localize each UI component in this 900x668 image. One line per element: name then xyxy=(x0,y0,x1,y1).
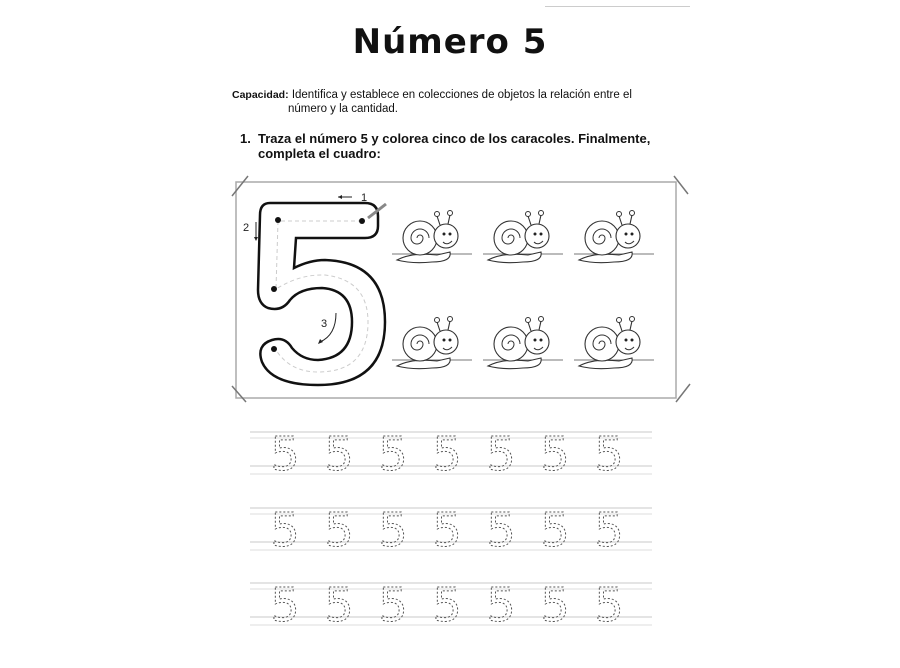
snail xyxy=(392,211,472,263)
big-number-5 xyxy=(258,203,385,385)
trace-digit: 5 xyxy=(540,503,570,557)
trace-digit: 5 xyxy=(378,427,408,481)
snails xyxy=(392,211,654,369)
capacidad-line2: número y la cantidad. xyxy=(288,103,398,115)
snail xyxy=(483,211,563,263)
trace-digit: 5 xyxy=(378,578,408,632)
trace-digit: 5 xyxy=(594,578,624,632)
trace-digit: 5 xyxy=(486,427,516,481)
trace-digit: 5 xyxy=(378,503,408,557)
instruction-line1: Traza el número 5 y colorea cinco de los caracoles. Finalmente, xyxy=(258,131,651,146)
page-title: Número 5 xyxy=(352,22,548,62)
trace-digit: 5 xyxy=(270,503,300,557)
trace-digit: 5 xyxy=(432,578,462,632)
trace-digit: 5 xyxy=(432,503,462,557)
trace-digit: 5 xyxy=(594,427,624,481)
snail xyxy=(574,211,654,263)
trace-digit: 5 xyxy=(270,427,300,481)
trace-digit: 5 xyxy=(486,503,516,557)
capacidad-label: Capacidad: xyxy=(232,89,289,101)
step-2-label: 2 xyxy=(243,222,250,234)
trace-digit: 5 xyxy=(270,578,300,632)
trace-digit: 5 xyxy=(486,578,516,632)
capacidad-line1: Identifica y establece en colecciones de objetos la relación entre el xyxy=(291,89,632,101)
instruction-number: 1. xyxy=(240,131,251,146)
trace-digit: 5 xyxy=(432,427,462,481)
instruction-line2: completa el cuadro: xyxy=(258,146,381,161)
trace-digit: 5 xyxy=(324,503,354,557)
trace-digit: 5 xyxy=(540,578,570,632)
snail xyxy=(392,317,472,369)
practice-rows xyxy=(250,427,652,632)
trace-digit: 5 xyxy=(324,427,354,481)
trace-digit: 5 xyxy=(324,578,354,632)
trace-digit: 5 xyxy=(540,427,570,481)
snail xyxy=(483,317,563,369)
step-3-label: 3 xyxy=(321,318,328,330)
trace-digit: 5 xyxy=(594,503,624,557)
snail xyxy=(574,317,654,369)
step-1-label: 1 xyxy=(361,192,368,204)
